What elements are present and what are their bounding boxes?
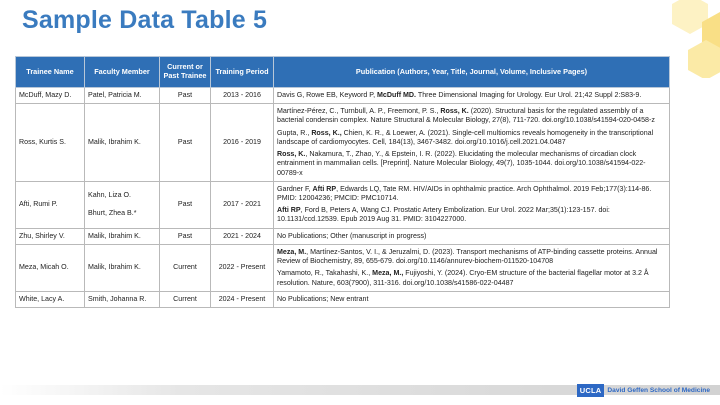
training-period-cell: 2022 - Present [211,244,274,291]
table-row [16,181,670,228]
publication-entry [277,295,666,304]
publication-text: , Ford B, Peters A, Wang CJ. Prostatic Artery Embolization. Eur Urol. 2022 Mar;35(1):123-157. doi: 10.1131/ccd.12539. Epub 2019 Aug 31. PMID: 3104227000. [277,206,610,224]
faculty-member-cell [85,228,160,244]
trainee-publications-table [15,56,670,308]
table-header-row [16,57,670,88]
footer-brand [577,383,710,397]
faculty-member-cell [85,291,160,307]
header-current-or-past: Current or Past Trainee [160,57,211,88]
trainee-status-cell: Current [160,291,211,307]
training-period-cell: 2016 - 2019 [211,104,274,182]
training-period-cell: 2024 - Present [211,291,274,307]
trainee-status-cell: Current [160,244,211,291]
trainee-status-cell: Past [160,88,211,104]
publication-text: Yamamoto, R., Takahashi, K., [277,269,373,278]
faculty-member-cell [85,88,160,104]
publication-cell [274,88,670,104]
publication-text: Gupta, R., [277,128,312,137]
publication-text: , Nakamura, T., Zhao, Y., & Epstein, I. R. (2022). Elucidating the molecular mechanisms of circadian clock entrainment in mammalian cells. [Preprint]. Nature Molecular Biology, 49(7), 1035-1044. doi.org/10.1038/s41594-022-00789-x [277,150,646,177]
table-body [16,88,670,308]
publication-text: No Publications; New entrant [277,294,369,303]
trainee-author-bold: Afti RP [277,206,301,215]
publication-text: Three Dimensional Imaging for Urology. Eur Urol. 21;42 Suppl 2:S83-9. [416,91,642,99]
header-training-period: Training Period [211,57,274,88]
publication-text: Gardner F, [277,184,313,193]
faculty-member-cell [85,181,160,228]
faculty-member-cell [85,104,160,182]
trainee-name-cell: Ross, Kurtis S. [16,104,85,182]
trainee-author-bold: Ross, K. [440,107,469,116]
trainee-status-cell: Past [160,228,211,244]
header-trainee-name: Trainee Name [16,57,85,88]
faculty-member-name: Patel, Patricia M. [88,91,142,99]
publication-text: (2020). Structural basis for the regulated assembly of a bacterial condensin complex. Nature Structural & Molecular Biology, 27(8), 711-720. doi.org/10.1038/s41594-020-0458-z [277,107,655,125]
trainee-author-bold: Ross, K., [311,128,342,137]
header-publication: Publication (Authors, Year, Title, Journal, Volume, Inclusive Pages) [274,57,670,88]
publication-text: Martínez-Pérez, C., Turnbull, A. P., Freemont, P. S., [277,107,441,116]
training-period-cell: 2017 - 2021 [211,181,274,228]
faculty-member-name: Smith, Johanna R. [88,294,147,303]
publication-text: , Edwards LQ, Tate RM. HIV/AIDs in ophthalmic practice. Arch Ophthalmol. 2019 Feb;177(3):114-86. PMID: 12004236; PMCID: PMC10714. [277,184,652,202]
trainee-name-cell: McDuff, Mazy D. [16,88,85,104]
publication-entry [277,248,666,266]
training-period-cell: 2021 - 2024 [211,228,274,244]
publication-entry [277,150,666,178]
table-row [16,244,670,291]
trainee-status-cell: Past [160,181,211,228]
table-row [16,104,670,182]
publication-entry [277,91,666,100]
publication-cell [274,244,670,291]
publication-cell [274,228,670,244]
faculty-member-name: Malik, Ibrahim K. [88,231,141,240]
publication-cell [274,181,670,228]
faculty-member-name: Bhurt, Zhea B.* [88,208,137,217]
table-row [16,88,670,104]
faculty-member-name: Malik, Ibrahim K. [88,137,141,146]
trainee-author-bold: Ross, K. [277,150,306,159]
trainee-author-bold: McDuff MD. [377,91,417,99]
table-row [16,291,670,307]
faculty-member-name: Malik, Ibrahim K. [88,263,141,272]
header-faculty-member: Faculty Member [85,57,160,88]
publication-entry [277,206,666,224]
trainee-author-bold: Meza, M. [277,247,307,256]
trainee-status-cell: Past [160,104,211,182]
trainee-name-cell: Afti, Rumi P. [16,181,85,228]
school-name: David Geffen School of Medicine [607,386,710,394]
publication-entry [277,107,666,125]
trainee-author-bold: Afti RP [312,184,337,193]
faculty-member-name: Kahn, Liza O. [88,191,131,200]
publication-text: Chien, K. R., & Loewer, A. (2021). Single-cell multiomics reveals homogeneity in the transcriptional landscape of cardiomyocytes. Cell, 184(13), 3467-3482. doi.org/10.1016/j.cell.2021.04.0487 [277,128,654,146]
publication-text: Fujiyoshi, Y. (2024). Cryo-EM structure of the bacterial flagellar motor at 3.2 Å resolution. Nature, 603(7900), 311-316. doi.org/10.1038/s41586-022-04487 [277,269,649,287]
slide-title: Sample Data Table 5 [22,6,268,34]
trainee-name-cell: Meza, Micah O. [16,244,85,291]
publication-text: No Publications; Other (manuscript in progress) [277,231,427,240]
publication-cell [274,104,670,182]
training-period-cell: 2013 - 2016 [211,88,274,104]
ucla-logo: UCLA [577,384,605,397]
publication-cell [274,291,670,307]
faculty-member-cell [85,244,160,291]
trainee-name-cell: White, Lacy A. [16,291,85,307]
table-row [16,228,670,244]
trainee-author-bold: Meza, M., [372,269,404,278]
trainee-name-cell: Zhu, Shirley V. [16,228,85,244]
publication-entry [277,185,666,203]
publication-text: Davis G, Rowe EB, Keyword P, [277,91,378,99]
publication-text: , Martínez-Santos, V. I., & Jeruzalmi, D. (2023). Transport mechanisms of ATP-binding cassette proteins. Annual Review of Biochemistry, 89, 655-679. doi.org/10.1146/annurev-biochem-011520-104708 [277,247,658,266]
publication-entry [277,269,666,287]
publication-entry [277,232,666,241]
publication-entry [277,129,666,147]
